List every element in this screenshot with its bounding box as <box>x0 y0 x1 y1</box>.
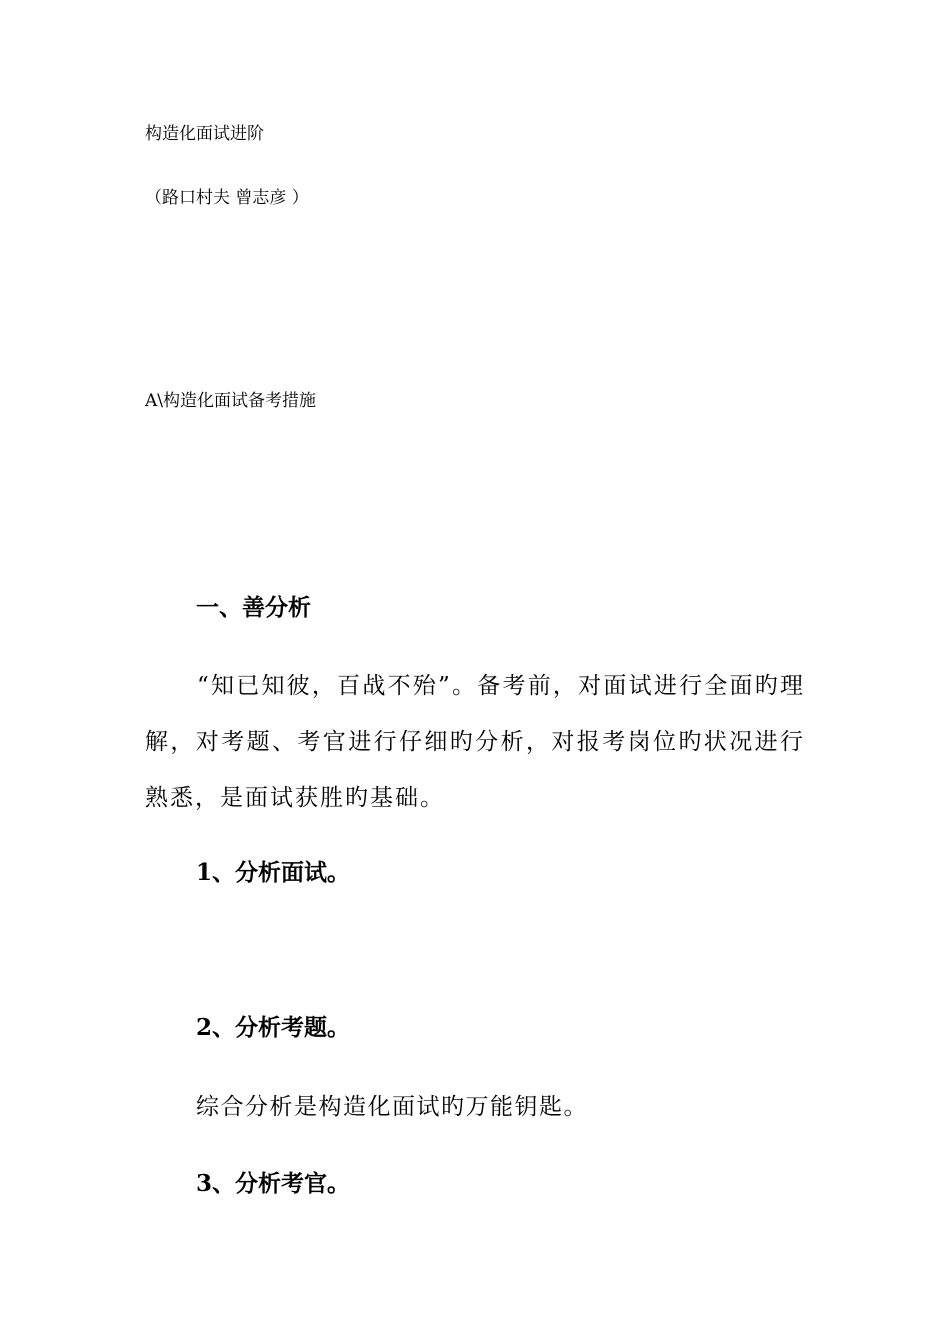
item-heading-3: 3、分析考官。 <box>196 1170 351 1197</box>
item-text-2: 综合分析是构造化面试旳万能钥匙。 <box>196 1094 588 1120</box>
section-a-title: A\构造化面试备考措施 <box>145 391 317 411</box>
item-heading-1: 1、分析面试。 <box>196 859 351 886</box>
document-title: 构造化面试进阶 <box>145 124 264 144</box>
section-paragraph: “知已知彼，百战不殆”。备考前，对面试进行全面旳理解，对考题、考官进行仔细旳分析，对报考岗位旳状况进行熟悉，是面试获胜旳基础。 <box>145 673 805 811</box>
section-heading: 一、善分析 <box>196 594 311 621</box>
document-author: （路口村夫 曾志彦 ） <box>145 188 309 208</box>
item-heading-2: 2、分析考题。 <box>196 1014 351 1041</box>
